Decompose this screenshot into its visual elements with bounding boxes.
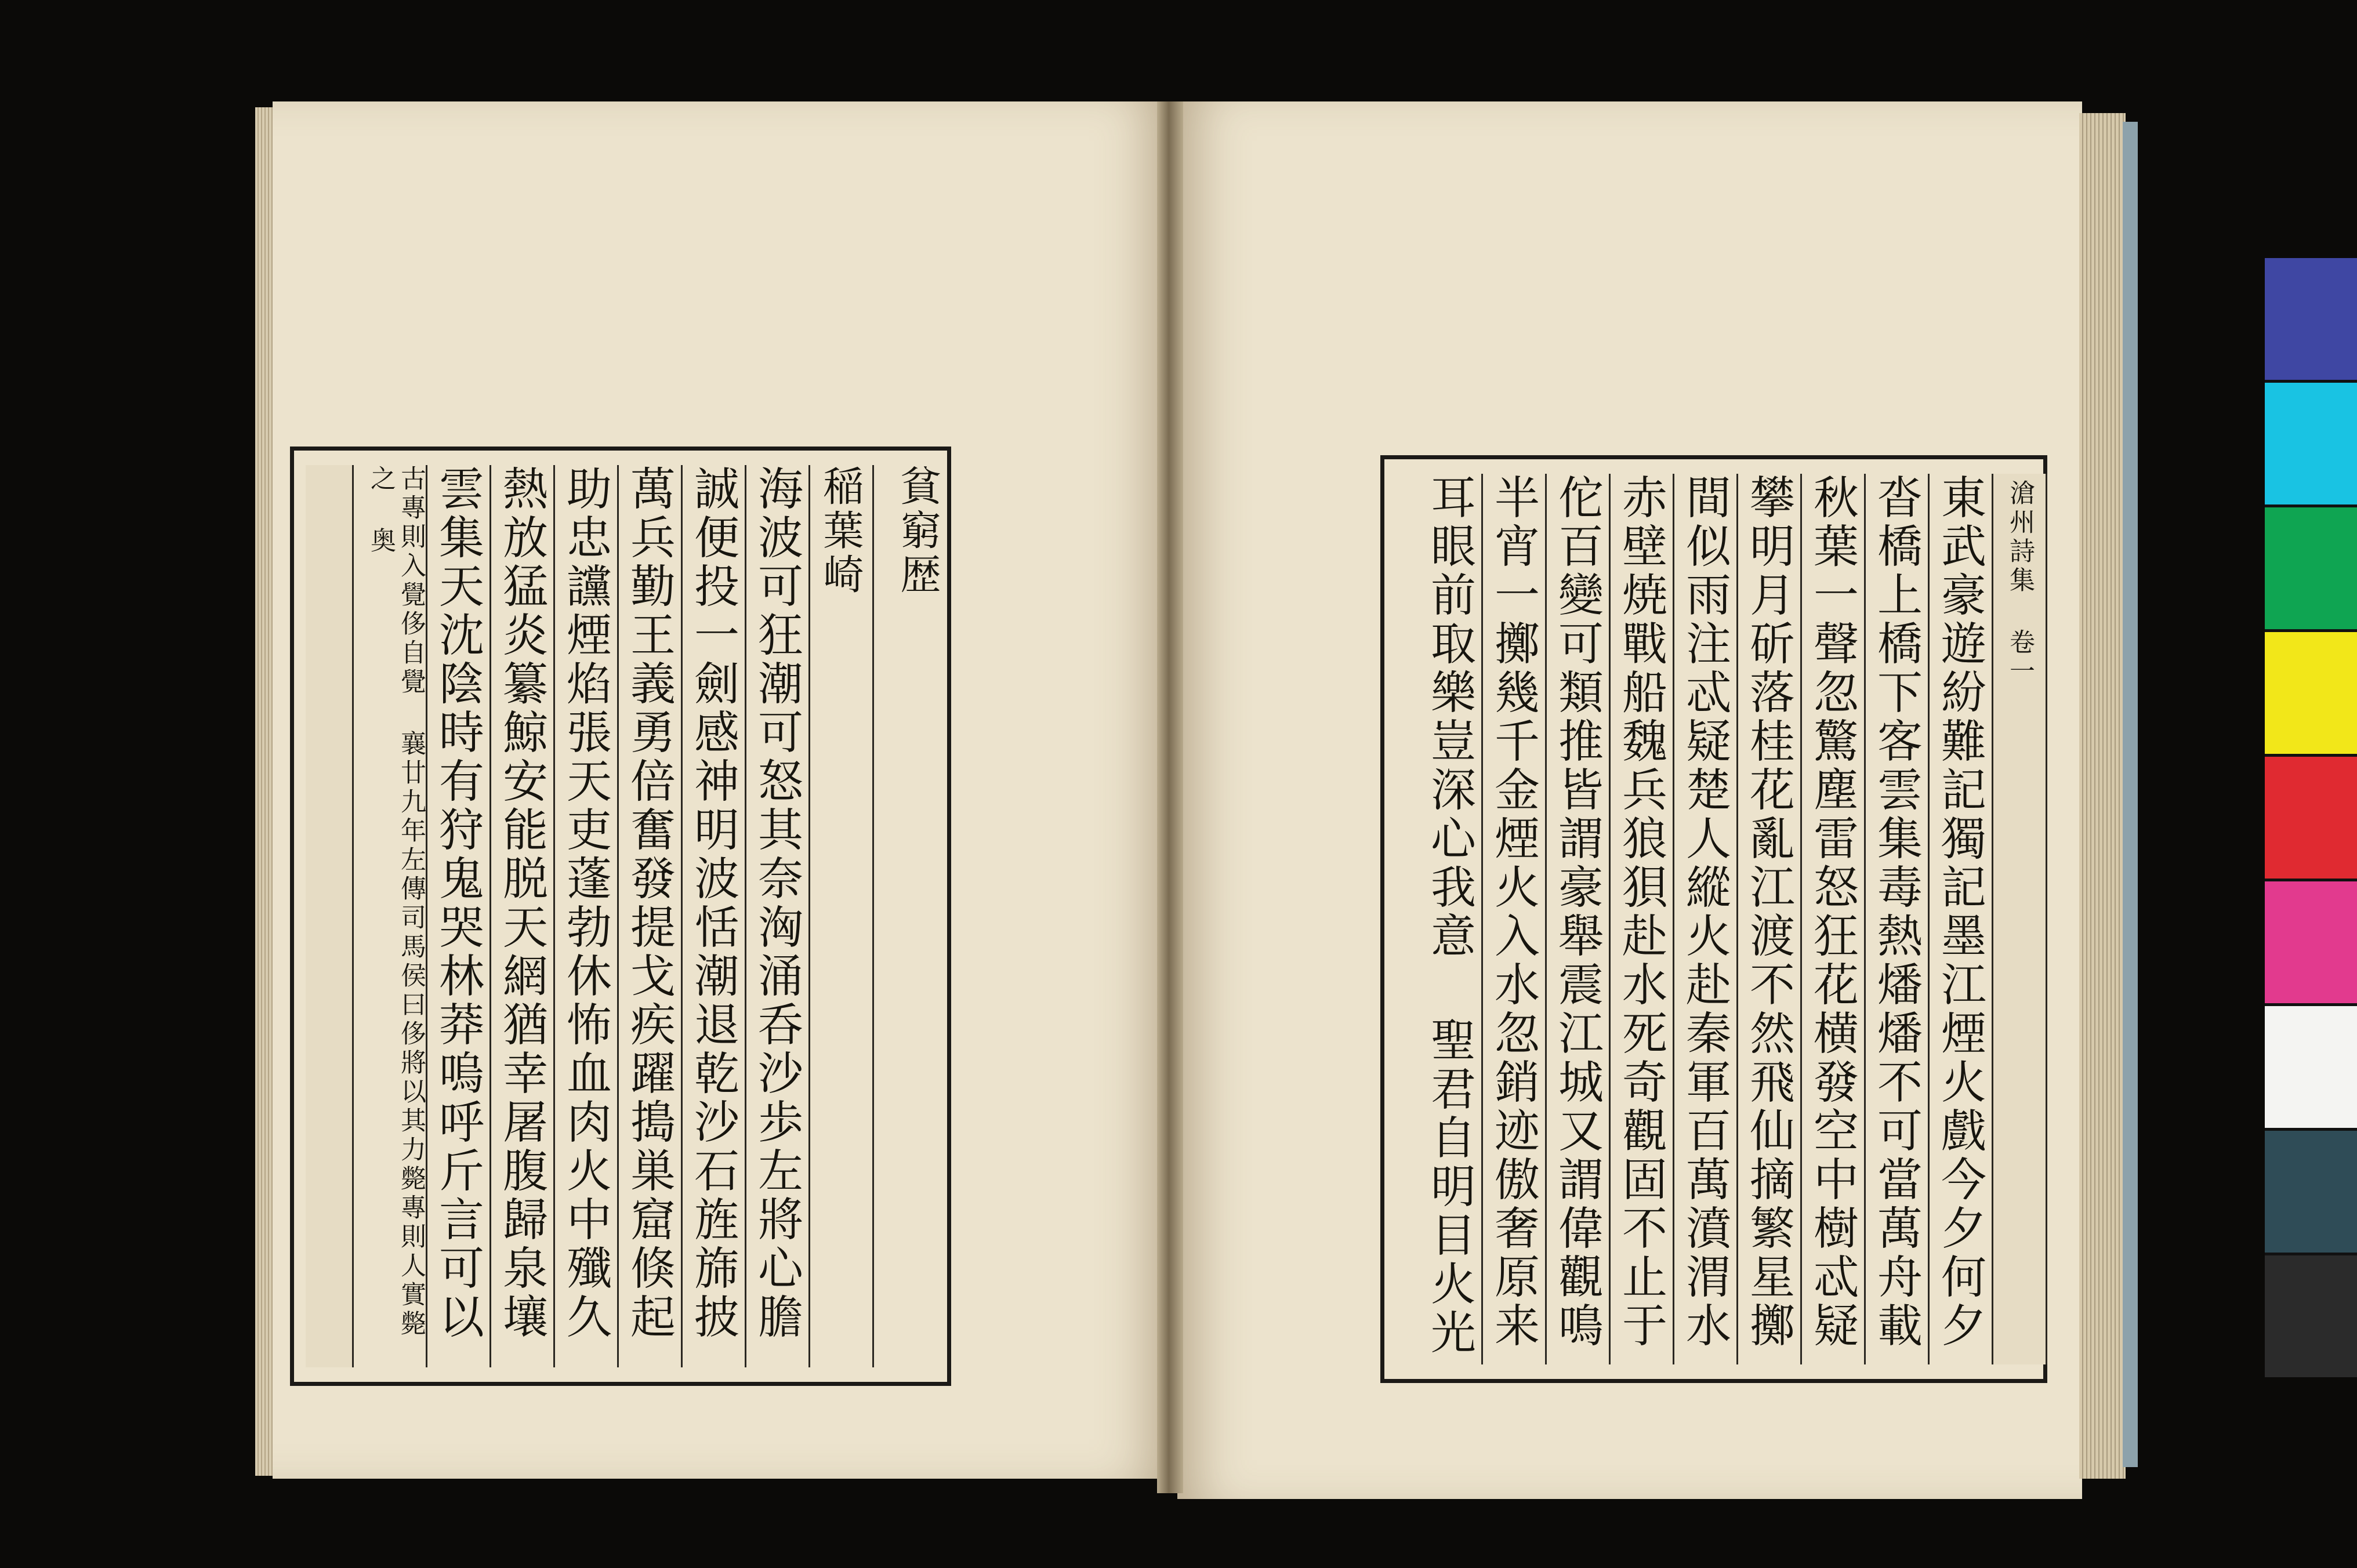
left-fold-margin bbox=[306, 465, 354, 1367]
right-column-8: 半宵一擲幾千金煙火入水忽銷迹傲奢原来 bbox=[1483, 474, 1547, 1364]
swatch-green bbox=[2265, 507, 2357, 629]
swatch-yellow bbox=[2265, 632, 2357, 754]
swatch-dark-teal bbox=[2265, 1131, 2357, 1253]
color-calibration-card bbox=[2265, 258, 2357, 1377]
right-text-frame bbox=[1380, 455, 2047, 1383]
right-column-1: 東武豪遊紛難記獨記墨江煙火戲今夕何夕 bbox=[1930, 474, 1993, 1364]
right-column-4: 攀明月斫落桂花亂江渡不然飛仙摘繁星擲 bbox=[1738, 474, 1802, 1364]
left-column-2: 稲葉崎 bbox=[810, 465, 874, 1367]
left-column-1: 貧窮歴 bbox=[894, 465, 941, 597]
left-column-7: 熱放猛炎纂鯨安能脱天網猶幸屠腹歸泉壤 bbox=[491, 465, 555, 1367]
left-text-frame bbox=[290, 447, 951, 1386]
left-annotation-column: 古專則入覺侈自覺 襄廿九年左傳司馬侯曰侈將以其力斃專則人實斃之 奥 bbox=[364, 465, 427, 1367]
left-column-5: 萬兵勤王義勇倍奮發提戈疾躍搗巣窟倏起 bbox=[619, 465, 683, 1367]
swatch-white bbox=[2265, 1006, 2357, 1128]
left-column-6: 助忠讜煙焰張天吏蓬勃休怖血肉火中殲久 bbox=[555, 465, 619, 1367]
swatch-black bbox=[2265, 1255, 2357, 1377]
swatch-cyan bbox=[2265, 383, 2357, 504]
right-column-9: 耳眼前取樂豈深心我意 聖君自明目火光 bbox=[1419, 474, 1483, 1364]
right-column-3: 秋葉一聲忽驚塵雷怒狂花横發空中樹忒疑 bbox=[1802, 474, 1866, 1364]
book-gutter bbox=[1157, 101, 1183, 1493]
swatch-blue bbox=[2265, 258, 2357, 380]
book-title-label: 滄州詩集 卷一 bbox=[2005, 480, 2035, 687]
left-column-4: 誠便投一劍感神明波恬潮退乾沙石旌旆披 bbox=[683, 465, 746, 1367]
right-column-6: 赤壁焼戰船魏兵狼狽赴水死奇觀固不止于 bbox=[1611, 474, 1674, 1364]
right-column-5: 間似雨注忒疑楚人縱火赴秦軍百萬濆渭水 bbox=[1674, 474, 1738, 1364]
left-column-8: 雲集天沈陰時有狩鬼哭林莽嗚呼斤言可以 bbox=[427, 465, 491, 1367]
right-fold-margin bbox=[1993, 474, 2047, 1364]
right-page-edges bbox=[2079, 113, 2126, 1479]
left-column-3: 海波可狂潮可怒其奈洶涌呑沙歩左將心膽 bbox=[746, 465, 810, 1367]
right-column-7: 佗百變可類推皆謂豪舉震江城又謂偉觀鳴 bbox=[1547, 474, 1611, 1364]
book-cover-edge bbox=[2123, 122, 2138, 1467]
swatch-magenta bbox=[2265, 881, 2357, 1003]
swatch-red bbox=[2265, 757, 2357, 879]
right-column-2: 沓橋上橋下客雲集毒熱燔燔不可當萬舟載 bbox=[1866, 474, 1930, 1364]
left-page-edges bbox=[255, 107, 274, 1476]
